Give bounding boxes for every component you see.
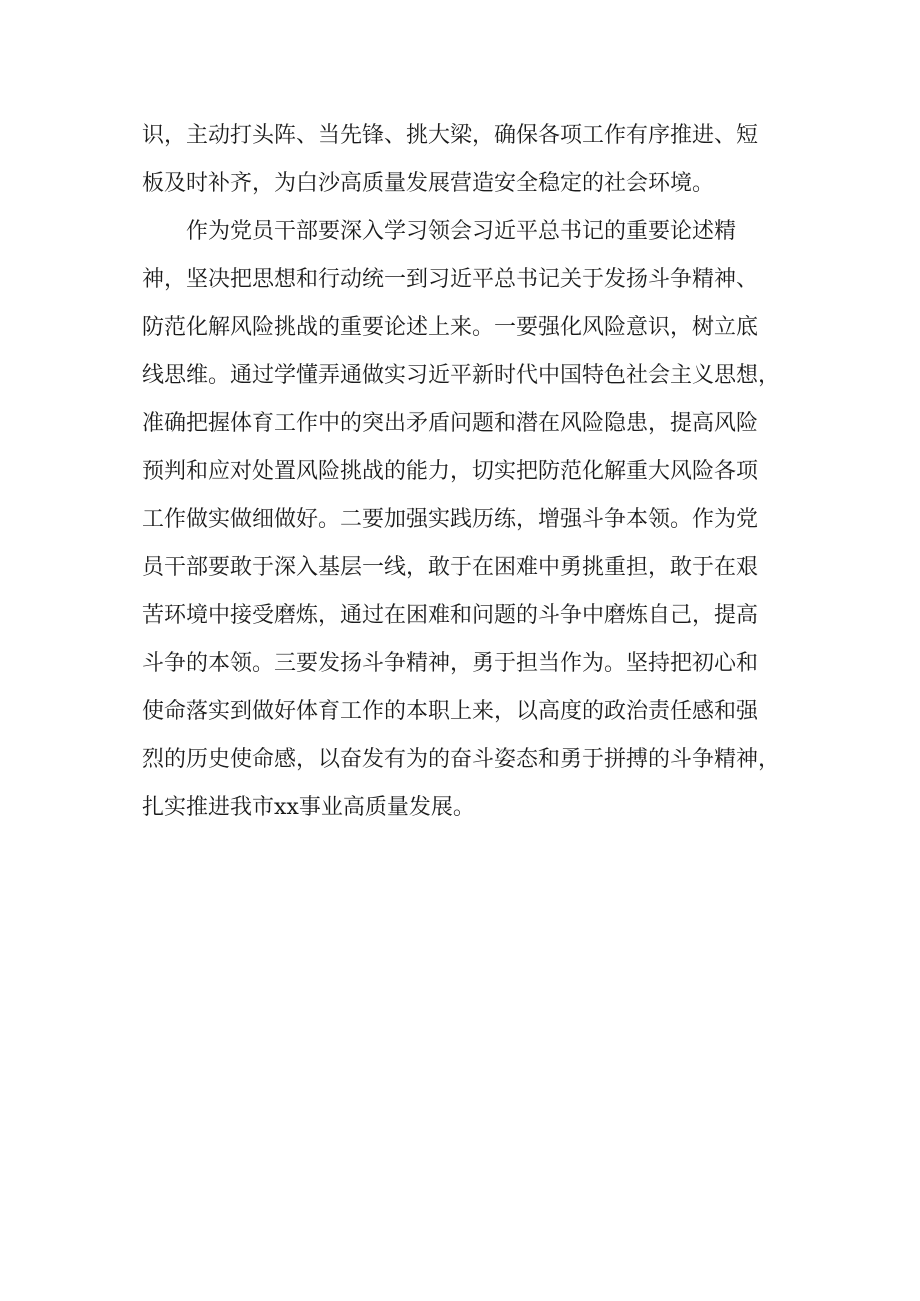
text-line: 防范化解风险挑战的重要论述上来。一要强化风险意识，树立底 xyxy=(142,315,759,340)
text-line: 扎实推进我市xx事业高质量发展。 xyxy=(142,795,475,820)
body-text xyxy=(142,112,792,832)
text-line: 板及时补齐，为白沙高质量发展营造安全稳定的社会环境。 xyxy=(142,171,715,196)
paragraph-2 xyxy=(142,208,792,832)
paragraph-1 xyxy=(142,112,792,208)
text-line: 线思维。通过学懂弄通做实习近平新时代中国特色社会主义思想， xyxy=(142,363,781,388)
text-line: 员干部要敢于深入基层一线，敢于在困难中勇挑重担，敢于在艰 xyxy=(142,555,759,580)
text-line: 预判和应对处置风险挑战的能力，切实把防范化解重大风险各项 xyxy=(142,459,759,484)
text-line: 识，主动打头阵、当先锋、挑大梁，确保各项工作有序推进、短 xyxy=(142,123,759,148)
text-line: 苦环境中接受磨炼，通过在困难和问题的斗争中磨炼自己，提高 xyxy=(142,603,759,628)
text-line: 烈的历史使命感，以奋发有为的奋斗姿态和勇于拼搏的斗争精神， xyxy=(142,747,781,772)
text-line: 神，坚决把思想和行动统一到习近平总书记关于发扬斗争精神、 xyxy=(142,267,759,292)
text-line: 斗争的本领。三要发扬斗争精神，勇于担当作为。坚持把初心和 xyxy=(142,651,759,676)
text-line: 作为党员干部要深入学习领会习近平总书记的重要论述精 xyxy=(186,219,737,244)
text-line: 工作做实做细做好。二要加强实践历练，增强斗争本领。作为党 xyxy=(142,507,759,532)
text-line: 使命落实到做好体育工作的本职上来，以高度的政治责任感和强 xyxy=(142,699,759,724)
text-line: 准确把握体育工作中的突出矛盾问题和潜在风险隐患，提高风险 xyxy=(142,411,759,436)
